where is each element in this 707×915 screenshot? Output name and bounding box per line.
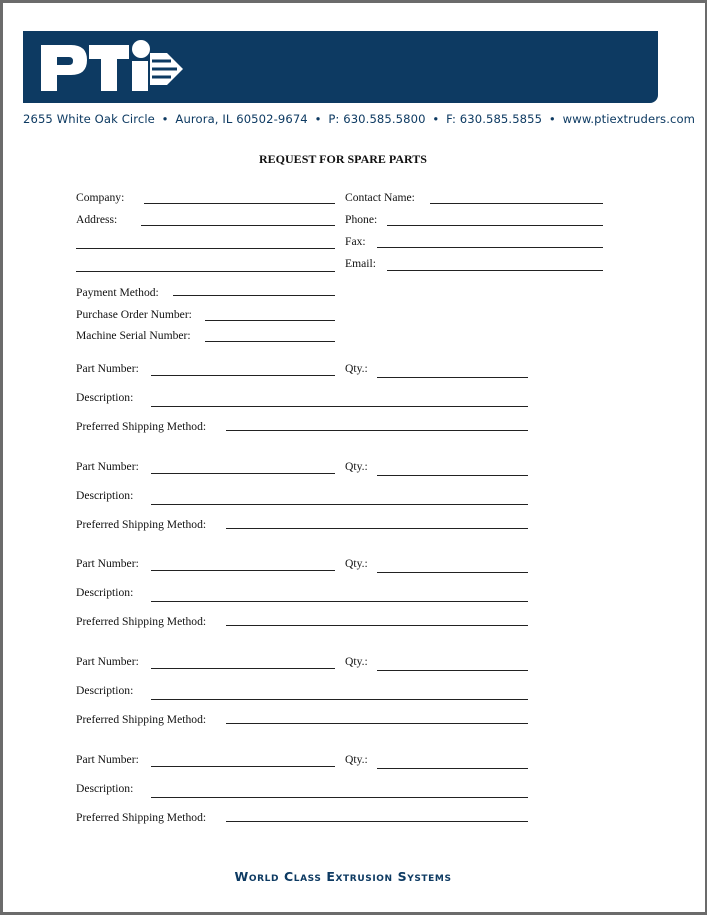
separator-dot: • [161, 112, 169, 126]
separator-dot: • [432, 112, 440, 126]
separator-dot: • [314, 112, 322, 126]
part-number-label: Part Number: [76, 460, 139, 473]
description-label: Description: [76, 684, 134, 697]
phone-number: P: 630.585.5800 [328, 112, 426, 126]
company-address-line [23, 112, 696, 126]
qty-field[interactable] [377, 768, 528, 769]
description-field[interactable] [151, 601, 528, 602]
qty-label: Qty.: [345, 655, 368, 668]
shipping-method-label: Preferred Shipping Method: [76, 811, 207, 824]
part-block [3, 460, 603, 540]
header-banner [23, 31, 658, 103]
description-label: Description: [76, 391, 134, 404]
street-address: 2655 White Oak Circle [23, 112, 155, 126]
qty-field[interactable] [377, 475, 528, 476]
company-label: Company: [76, 191, 125, 204]
address-field-line-3[interactable] [76, 271, 335, 272]
part-number-label: Part Number: [76, 362, 139, 375]
part-block [3, 753, 603, 833]
shipping-method-field[interactable] [226, 625, 528, 626]
city-state-zip: Aurora, IL 60502-9674 [175, 112, 308, 126]
pti-logo [37, 39, 187, 95]
part-number-label: Part Number: [76, 557, 139, 570]
part-number-field[interactable] [151, 766, 335, 767]
description-field[interactable] [151, 699, 528, 700]
fax-field[interactable] [377, 247, 603, 248]
qty-field[interactable] [377, 377, 528, 378]
shipping-method-label: Preferred Shipping Method: [76, 615, 207, 628]
shipping-method-field[interactable] [226, 821, 528, 822]
address-label: Address: [76, 213, 118, 226]
qty-field[interactable] [377, 670, 528, 671]
part-number-label: Part Number: [76, 655, 139, 668]
part-number-field[interactable] [151, 668, 335, 669]
qty-label: Qty.: [345, 753, 368, 766]
shipping-method-label: Preferred Shipping Method: [76, 713, 207, 726]
machine-serial-field[interactable] [205, 341, 335, 342]
contact-name-label: Contact Name: [345, 191, 415, 204]
contact-name-field[interactable] [430, 203, 603, 204]
description-label: Description: [76, 586, 134, 599]
qty-label: Qty.: [345, 557, 368, 570]
phone-field[interactable] [387, 225, 603, 226]
part-block [3, 557, 603, 637]
email-field[interactable] [387, 270, 603, 271]
footer-tagline: World Class Extrusion Systems [234, 869, 452, 884]
qty-label: Qty.: [345, 362, 368, 375]
qty-label: Qty.: [345, 460, 368, 473]
part-block [3, 362, 603, 442]
website-link[interactable]: www.ptiextruders.com [562, 112, 696, 126]
shipping-method-label: Preferred Shipping Method: [76, 420, 207, 433]
shipping-method-field[interactable] [226, 430, 528, 431]
machine-serial-label: Machine Serial Number: [76, 329, 191, 342]
purchase-order-field[interactable] [205, 320, 335, 321]
part-block [3, 655, 603, 735]
form-title: REQUEST FOR SPARE PARTS [259, 152, 427, 166]
address-field-line-2[interactable] [76, 248, 335, 249]
separator-dot: • [548, 112, 556, 126]
description-label: Description: [76, 489, 134, 502]
part-number-field[interactable] [151, 375, 335, 376]
payment-method-label: Payment Method: [76, 286, 159, 299]
email-label: Email: [345, 257, 376, 270]
qty-field[interactable] [377, 572, 528, 573]
part-number-field[interactable] [151, 570, 335, 571]
fax-number: F: 630.585.5855 [446, 112, 543, 126]
part-number-field[interactable] [151, 473, 335, 474]
payment-method-field[interactable] [173, 295, 335, 296]
purchase-order-label: Purchase Order Number: [76, 308, 192, 321]
description-field[interactable] [151, 504, 528, 505]
fax-label: Fax: [345, 235, 366, 248]
description-label: Description: [76, 782, 134, 795]
shipping-method-field[interactable] [226, 723, 528, 724]
document-page [3, 3, 705, 912]
company-field[interactable] [144, 203, 335, 204]
description-field[interactable] [151, 797, 528, 798]
shipping-method-label: Preferred Shipping Method: [76, 518, 207, 531]
description-field[interactable] [151, 406, 528, 407]
address-field[interactable] [141, 225, 335, 226]
phone-label: Phone: [345, 213, 378, 226]
shipping-method-field[interactable] [226, 528, 528, 529]
part-number-label: Part Number: [76, 753, 139, 766]
